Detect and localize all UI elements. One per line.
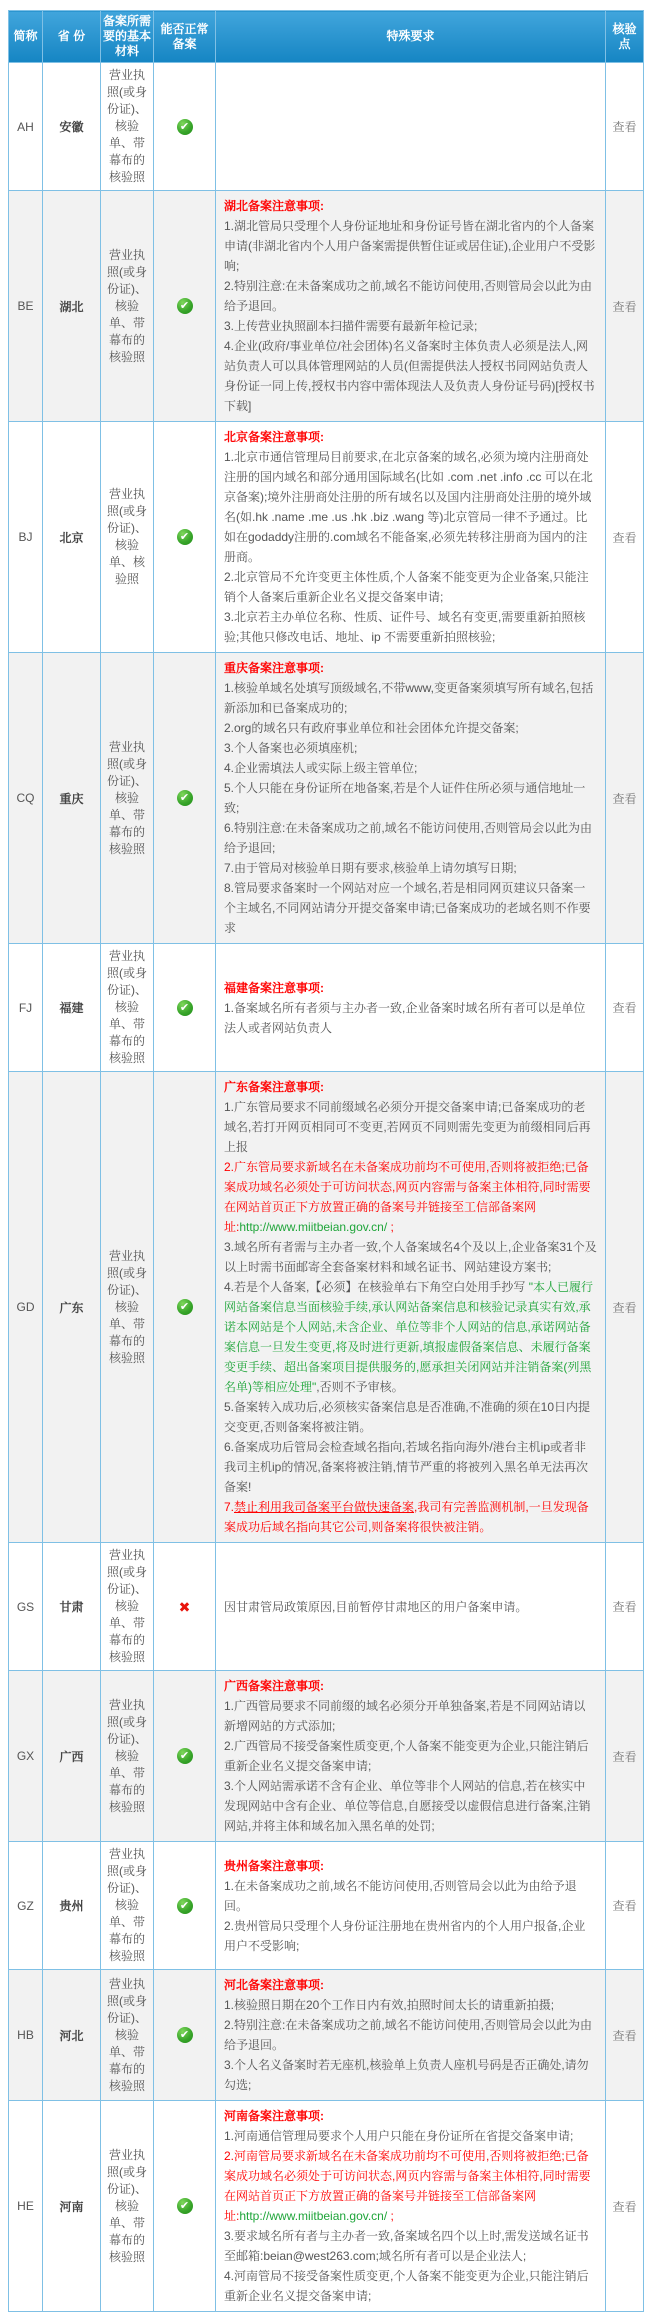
requirement-url-link[interactable]: http://www.miitbeian.gov.cn/ bbox=[239, 2209, 388, 2223]
requirement-text: 5.备案转入成功后,必须核实备案信息是否准确,不准确的须在10日内提交变更,否则备案将被注销。 bbox=[224, 1400, 591, 1434]
requirement-text: 8.管局要求备案时一个网站对应一个域名,若是相同网页建议只备案一个主域名,不同网站请分开提交备案申请;已备案成功的老域名则不作要求 bbox=[224, 881, 591, 935]
province-code-cell: FJ bbox=[9, 944, 43, 1072]
special-requirements-cell bbox=[216, 1543, 606, 1671]
requirement-line bbox=[224, 2106, 597, 2126]
requirement-text: 6.备案成功后管局会检查域名指向,若域名指向海外/港台主机ip或者非我司主机ip的情况,备案将被注销,情节严重的将被列入黑名单无法再次备案! bbox=[224, 1440, 589, 1494]
requirement-text: 广东备案注意事项: bbox=[224, 1080, 324, 1094]
requirement-line bbox=[224, 2266, 597, 2306]
check-icon: ✔ bbox=[177, 1748, 193, 1764]
requirement-text: 1.湖北管局只受理个人身份证地址和身份证号皆在湖北省内的个人备案申请(非湖北省内个人用户备案需提供暂住证或居住证),企业用户不受影响; bbox=[224, 219, 596, 273]
special-requirements-cell bbox=[216, 653, 606, 944]
materials-cell: 营业执照(或身份证)、核验单、核验照 bbox=[101, 422, 154, 653]
status-cell bbox=[154, 2101, 216, 2312]
verify-point-cell bbox=[606, 191, 644, 422]
view-link[interactable]: 查看 bbox=[612, 1899, 637, 1913]
view-link[interactable]: 查看 bbox=[612, 1001, 637, 1015]
requirement-url-link[interactable]: http://www.miitbeian.gov.cn/ bbox=[239, 1220, 388, 1234]
requirement-text: 北京备案注意事项: bbox=[224, 430, 324, 444]
requirement-text: 1.北京市通信管理局目前要求,在北京备案的域名,必须为境内注册商处注册的国内域名和部分通用国际域名(比如 .com .net .info .cc 可以在北京备案);境外注册商处注册的所有域名以及国内注册商处注册的境外域名(如.hk .name .me .us .hk .biz .wang 等)北京管局一律不予通过。比如在godaddy注册的.com域名不能备案,必须先转移注册商为国内的注册商。 bbox=[224, 450, 593, 564]
requirement-line bbox=[224, 1995, 597, 2015]
requirement-line bbox=[224, 1876, 597, 1916]
requirement-line bbox=[224, 276, 597, 316]
requirement-text: 河北备案注意事项: bbox=[224, 1978, 324, 1992]
verify-point-cell bbox=[606, 1543, 644, 1671]
requirement-text: 4.若是个人备案,【必须】在核验单右下角空白处用手抄写 bbox=[224, 1280, 529, 1294]
requirement-line bbox=[224, 778, 597, 818]
requirement-text: 2.org的域名只有政府事业单位和社会团体允许提交备案; bbox=[224, 721, 519, 735]
cross-icon: ✖ bbox=[178, 1598, 191, 1615]
requirement-line bbox=[224, 1157, 597, 1237]
view-link[interactable]: 查看 bbox=[612, 791, 637, 806]
verify-point-cell bbox=[606, 1842, 644, 1970]
check-icon: ✔ bbox=[177, 298, 193, 314]
status-cell bbox=[154, 1970, 216, 2101]
requirement-line bbox=[224, 818, 597, 858]
special-requirements-cell bbox=[216, 422, 606, 653]
requirement-line bbox=[224, 607, 597, 647]
requirement-text: 2.北京管局不允许变更主体性质,个人备案不能变更为企业备案,只能注销个人备案后重新企业名义提交备案申请; bbox=[224, 570, 589, 604]
requirement-line bbox=[224, 427, 597, 447]
requirement-text: 4.企业(政府/事业单位/社会团体)名义备案时主体负责人必须是法人,网站负责人可以具体管理网站的人员(但需提供法人授权书同网站负责人身份证一同上传,授权书内容中需体现法人及负责人身份证号码)[授权书下载] bbox=[224, 339, 595, 413]
status-cell bbox=[154, 1671, 216, 1842]
requirement-line bbox=[224, 738, 597, 758]
requirement-text: 福建备案注意事项: bbox=[224, 980, 324, 995]
province-code-cell: HB bbox=[9, 1970, 43, 2101]
special-requirements-cell bbox=[216, 191, 606, 422]
requirement-line bbox=[224, 1696, 597, 1736]
special-requirements-cell bbox=[216, 63, 606, 191]
verify-point-cell bbox=[606, 1970, 644, 2101]
special-requirements-cell bbox=[216, 1970, 606, 2101]
table-row bbox=[9, 2101, 644, 2312]
province-name-cell: 福建 bbox=[43, 944, 101, 1072]
verify-point-cell bbox=[606, 63, 644, 191]
requirement-line bbox=[224, 316, 597, 336]
special-requirements-cell bbox=[216, 1072, 606, 1543]
province-name-cell: 北京 bbox=[43, 422, 101, 653]
view-link[interactable]: 查看 bbox=[612, 1300, 637, 1315]
status-cell bbox=[154, 191, 216, 422]
requirement-line bbox=[224, 878, 597, 938]
requirement-text: ; bbox=[387, 1220, 394, 1234]
verify-point-cell bbox=[606, 422, 644, 653]
table-row bbox=[9, 191, 644, 422]
requirement-line bbox=[224, 1077, 597, 1097]
province-name-cell: 广东 bbox=[43, 1072, 101, 1543]
requirement-text: 2.河南管局要求新域名在未备案成功前均不可使用,否则将被拒绝;已备案成功域名必须处于可访问状态,网页内容需与备案主体相符,同时需要在网站首页正下方放置正确的备案号并链接至工信部备案网址: bbox=[224, 2149, 591, 2223]
special-requirements-cell bbox=[216, 944, 606, 1072]
requirement-line bbox=[224, 447, 597, 567]
requirement-line bbox=[224, 2226, 597, 2266]
check-icon: ✔ bbox=[177, 2198, 193, 2214]
requirement-text: 贵州备案注意事项: bbox=[224, 1858, 324, 1873]
province-code-cell: GX bbox=[9, 1671, 43, 1842]
requirement-text: 2.贵州管局只受理个人身份证注册地在贵州省内的个人用户报备,企业用户不受影响; bbox=[224, 1918, 586, 1953]
province-code-cell: HE bbox=[9, 2101, 43, 2312]
province-code-cell: GZ bbox=[9, 1842, 43, 1970]
table-row bbox=[9, 1970, 644, 2101]
province-code-cell: BJ bbox=[9, 422, 43, 653]
status-cell bbox=[154, 1072, 216, 1543]
requirement-line bbox=[224, 2055, 597, 2095]
requirement-text: 2.特别注意:在未备案成功之前,域名不能访问使用,否则管局会以此为由给予退回。 bbox=[224, 2018, 593, 2052]
requirement-text: 湖北备案注意事项: bbox=[224, 199, 324, 213]
requirement-line bbox=[224, 1856, 597, 1876]
province-name-cell: 贵州 bbox=[43, 1842, 101, 1970]
special-requirements-cell bbox=[216, 1671, 606, 1842]
requirement-text: 因甘肃管局政策原因,目前暂停甘肃地区的用户备案申请。 bbox=[224, 1599, 528, 1614]
province-name-cell: 安徽 bbox=[43, 63, 101, 191]
check-icon: ✔ bbox=[177, 2027, 193, 2043]
check-icon: ✔ bbox=[177, 1000, 193, 1016]
header-status: 能否正常备案 bbox=[154, 11, 216, 63]
requirement-text: 河南备案注意事项: bbox=[224, 2109, 324, 2123]
requirement-line bbox=[224, 978, 597, 998]
materials-cell: 营业执照(或身份证)、核验单、带幕布的核验照 bbox=[101, 1671, 154, 1842]
province-code-cell: BE bbox=[9, 191, 43, 422]
materials-cell: 营业执照(或身份证)、核验单、带幕布的核验照 bbox=[101, 944, 154, 1072]
view-link[interactable]: 查看 bbox=[612, 1749, 637, 1764]
check-icon: ✔ bbox=[177, 1898, 193, 1914]
requirement-line bbox=[224, 1776, 597, 1836]
materials-cell: 营业执照(或身份证)、核验单、带幕布的核验照 bbox=[101, 1543, 154, 1671]
province-code-cell: CQ bbox=[9, 653, 43, 944]
province-code-cell: AH bbox=[9, 63, 43, 191]
requirement-line bbox=[224, 1277, 597, 1397]
header-province: 省 份 bbox=[43, 11, 101, 63]
table-row bbox=[9, 1842, 644, 1970]
requirement-line bbox=[224, 758, 597, 778]
requirement-line bbox=[224, 998, 597, 1038]
requirement-text: 禁止利用我司备案平台做快速备案 bbox=[234, 1500, 415, 1514]
check-icon: ✔ bbox=[177, 790, 193, 806]
requirement-line bbox=[224, 1497, 597, 1537]
view-link[interactable]: 查看 bbox=[612, 530, 637, 545]
view-link[interactable]: 查看 bbox=[612, 1600, 637, 1614]
requirement-text: 3.个人备案也必须填座机; bbox=[224, 741, 358, 755]
requirement-line bbox=[224, 718, 597, 738]
requirement-line bbox=[224, 216, 597, 276]
table-row bbox=[9, 1072, 644, 1543]
status-cell bbox=[154, 653, 216, 944]
requirement-line bbox=[224, 858, 597, 878]
requirement-text: 3.个人网站需承诺不含有企业、单位等非个人网站的信息,若在核实中发现网站中含有企业、单位等信息,自愿接受以虚假信息进行备案,注销网站,并将主体和域名加入黑名单的处罚; bbox=[224, 1779, 591, 1833]
requirement-text: 5.个人只能在身份证所在地备案,若是个人证件住所必须与通信地址一致; bbox=[224, 781, 586, 815]
header-materials: 备案所需要的基本材料 bbox=[101, 11, 154, 63]
requirement-line bbox=[224, 1736, 597, 1776]
province-name-cell: 甘肃 bbox=[43, 1543, 101, 1671]
verify-point-cell bbox=[606, 944, 644, 1072]
check-icon: ✔ bbox=[177, 119, 193, 135]
status-cell bbox=[154, 63, 216, 191]
province-name-cell: 广西 bbox=[43, 1671, 101, 1842]
status-cell bbox=[154, 422, 216, 653]
status-cell bbox=[154, 944, 216, 1072]
requirement-text: ,否则不予审核。 bbox=[316, 1380, 404, 1394]
status-cell bbox=[154, 1842, 216, 1970]
province-name-cell: 重庆 bbox=[43, 653, 101, 944]
header-special-requirements: 特殊要求 bbox=[216, 11, 606, 63]
requirement-text: 1.在未备案成功之前,域名不能访问使用,否则管局会以此为由给予退回。 bbox=[224, 1878, 577, 1913]
verify-point-cell bbox=[606, 653, 644, 944]
province-code-cell: GD bbox=[9, 1072, 43, 1543]
requirement-line bbox=[224, 1597, 597, 1617]
requirement-text: ,我司有完善监测机制,一旦发现备案成功后域名指向其它公司,则备案将很快被注销。 bbox=[224, 1500, 589, 1534]
header-code: 简称 bbox=[9, 11, 43, 63]
requirement-line bbox=[224, 567, 597, 607]
status-cell bbox=[154, 1543, 216, 1671]
province-name-cell: 湖北 bbox=[43, 191, 101, 422]
requirement-text: 广西备案注意事项: bbox=[224, 1679, 324, 1693]
special-requirements-cell bbox=[216, 2101, 606, 2312]
requirement-text: 1.核验单域名处填写顶级域名,不带www,变更备案须填写所有域名,包括新添加和已备案成功的; bbox=[224, 681, 594, 715]
table-row bbox=[9, 944, 644, 1072]
requirement-text: 7. bbox=[224, 1500, 235, 1514]
table-row bbox=[9, 422, 644, 653]
table-row bbox=[9, 1671, 644, 1842]
materials-cell: 营业执照(或身份证)、核验单、带幕布的核验照 bbox=[101, 191, 154, 422]
requirement-line bbox=[224, 1676, 597, 1696]
requirement-text: 2.特别注意:在未备案成功之前,域名不能访问使用,否则管局会以此为由给予退回。 bbox=[224, 279, 593, 313]
materials-cell: 营业执照(或身份证)、核验单、带幕布的核验照 bbox=[101, 1072, 154, 1543]
header-verify-point: 核验点 bbox=[606, 11, 644, 63]
materials-cell: 营业执照(或身份证)、核验单、带幕布的核验照 bbox=[101, 1842, 154, 1970]
requirement-text: 1.河南通信管理局要求个人用户只能在身份证所在省提交备案申请; bbox=[224, 2129, 574, 2143]
materials-cell: 营业执照(或身份证)、核验单、带幕布的核验照 bbox=[101, 653, 154, 944]
requirement-line bbox=[224, 658, 597, 678]
view-link[interactable]: 查看 bbox=[612, 2028, 637, 2043]
requirement-text: "本人已履行网站备案信息当面核验手续,承认网站备案信息和核验记录真实有效,承诺本网站是个人网站,未含企业、单位等非个人网站的信息,承诺网站备案信息一旦发生变更,将及时进行更新,填报虚假备案信息、未履行备案变更手续、超出备案项目提供服务的,愿承担关闭网站并注销备案(列黑名单)等相应处理" bbox=[224, 1280, 593, 1394]
table-row bbox=[9, 63, 644, 191]
check-icon: ✔ bbox=[177, 529, 193, 545]
requirement-text: 1.广西管局要求不同前缀的域名必须分开单独备案,若是不同网站请以新增网站的方式添加; bbox=[224, 1699, 586, 1733]
requirement-text: 7.由于管局对核验单日期有要求,核验单上请勿填写日期; bbox=[224, 861, 517, 875]
requirement-line bbox=[224, 1437, 597, 1497]
requirement-text: 4.企业需填法人或实际上级主管单位; bbox=[224, 761, 418, 775]
materials-cell: 营业执照(或身份证)、核验单、带幕布的核验照 bbox=[101, 1970, 154, 2101]
check-icon: ✔ bbox=[177, 1299, 193, 1315]
table-body bbox=[9, 63, 644, 2312]
requirement-text: 1.广东管局要求不同前缀域名必须分开提交备案申请;已备案成功的老域名,若打开网页相同可不变更,若网页不同则需先变更为前缀相同后再上报 bbox=[224, 1100, 591, 1154]
requirement-text: 3.上传营业执照副本扫描件需要有最新年检记录; bbox=[224, 319, 478, 333]
requirement-line bbox=[224, 196, 597, 216]
requirement-text: 2.广东管局要求新域名在未备案成功前均不可使用,否则将被拒绝;已备案成功域名必须处于可访问状态,网页内容需与备案主体相符,同时需要在网站首页正下方放置正确的备案号并链接至工信部备案网址: bbox=[224, 1160, 591, 1234]
materials-cell: 营业执照(或身份证)、核验单、带幕布的核验照 bbox=[101, 2101, 154, 2312]
view-link[interactable]: 查看 bbox=[612, 2199, 637, 2214]
province-code-cell: GS bbox=[9, 1543, 43, 1671]
table-row bbox=[9, 1543, 644, 1671]
requirement-text: 3.个人名义备案时若无座机,核验单上负责人座机号码是否正确处,请勿勾选; bbox=[224, 2058, 589, 2092]
verify-point-cell bbox=[606, 2101, 644, 2312]
materials-cell: 营业执照(或身份证)、核验单、带幕布的核验照 bbox=[101, 63, 154, 191]
requirement-text: 1.备案域名所有者须与主办者一致,企业备案时域名所有者可以是单位法人或者网站负责人 bbox=[224, 1000, 586, 1035]
requirement-text: 3.北京若主办单位名称、性质、证件号、域名有变更,需要重新拍照核验;其他只修改电话、地址、ip 不需要重新拍照核验; bbox=[224, 610, 586, 644]
requirement-text: 2.广西管局不接受备案性质变更,个人备案不能变更为企业,只能注销后重新企业名义提交备案申请; bbox=[224, 1739, 589, 1773]
requirement-line bbox=[224, 1237, 597, 1277]
requirement-text: 1.核验照日期在20个工作日内有效,拍照时间太长的请重新拍摄; bbox=[224, 1998, 555, 2012]
requirement-line bbox=[224, 1975, 597, 1995]
verify-point-cell bbox=[606, 1072, 644, 1543]
requirement-line bbox=[224, 1916, 597, 1956]
requirement-line bbox=[224, 1097, 597, 1157]
requirement-text: 3.要求域名所有者与主办者一致,备案域名四个以上时,需发送域名证书至邮箱:beian@west263.com;域名所有者可以是企业法人; bbox=[224, 2229, 589, 2263]
view-link[interactable]: 查看 bbox=[612, 120, 637, 134]
verify-point-cell bbox=[606, 1671, 644, 1842]
table-header-row bbox=[9, 11, 644, 63]
province-name-cell: 河南 bbox=[43, 2101, 101, 2312]
requirement-line bbox=[224, 1397, 597, 1437]
table-row bbox=[9, 653, 644, 944]
province-name-cell: 河北 bbox=[43, 1970, 101, 2101]
requirement-line bbox=[224, 336, 597, 416]
requirement-line bbox=[224, 678, 597, 718]
requirement-text: 3.域名所有者需与主办者一致,个人备案域名4个及以上,企业备案31个及以上时需书面邮寄全套备案材料和域名证书、网站建设方案书; bbox=[224, 1240, 597, 1274]
requirement-line bbox=[224, 2015, 597, 2055]
requirement-text: 重庆备案注意事项: bbox=[224, 661, 324, 675]
requirement-text: 4.河南管局不接受备案性质变更,个人备案不能变更为企业,只能注销后重新企业名义提交备案申请; bbox=[224, 2269, 589, 2303]
view-link[interactable]: 查看 bbox=[612, 299, 637, 314]
requirement-text: ; bbox=[387, 2209, 394, 2223]
requirement-text: 6.特别注意:在未备案成功之前,域名不能访问使用,否则管局会以此为由给予退回; bbox=[224, 821, 593, 855]
beian-requirements-table bbox=[8, 10, 644, 2312]
requirement-line bbox=[224, 2146, 597, 2226]
special-requirements-cell bbox=[216, 1842, 606, 1970]
requirement-line bbox=[224, 2126, 597, 2146]
